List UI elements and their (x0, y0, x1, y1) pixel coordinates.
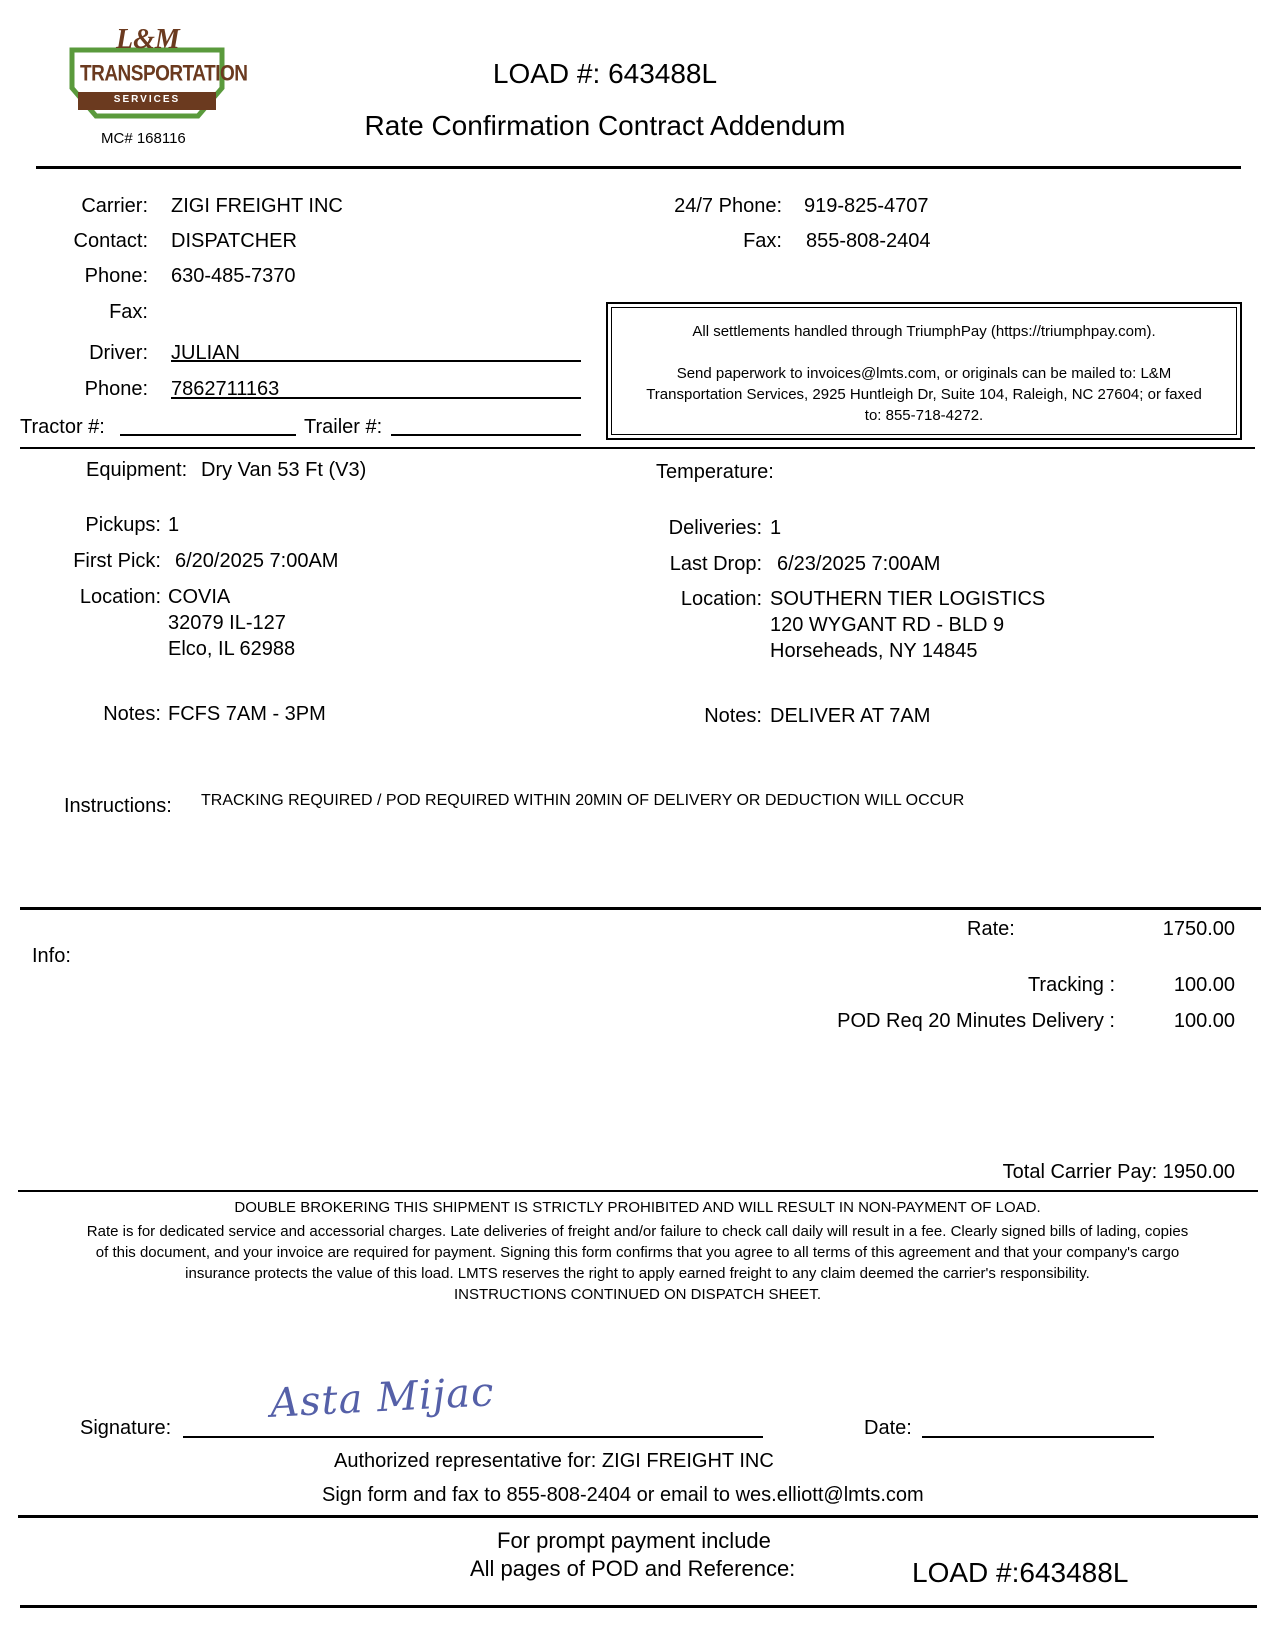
driver-phone-label: Phone: (84, 378, 148, 400)
broker-fax-label: Fax: (743, 230, 782, 252)
settlement-line4: to: 855-718-4272. (864, 407, 984, 424)
driver-label: Driver: (89, 342, 148, 364)
settlement-box (606, 302, 1242, 440)
footer-line2: All pages of POD and Reference: (470, 1556, 796, 1581)
terms-line3: insurance protects the value of this load. LMTS reserves the right to apply earned freight to any claim deemed the carrier's responsibility. (185, 1265, 1090, 1282)
logo-sub-text: SERVICES (113, 94, 181, 105)
broker-phone: 919-825-4707 (804, 195, 929, 217)
rate-value: 1750.00 (1162, 918, 1235, 940)
handwritten-signature: Asta Mijac (268, 1369, 496, 1427)
authorized-representative: Authorized representative for: ZIGI FREIGHT INC (334, 1450, 774, 1472)
delivery-location-label: Location: (680, 588, 762, 610)
section-divider-1 (20, 447, 1255, 449)
signature-label: Signature: (80, 1417, 172, 1439)
pickups-label: Pickups: (85, 514, 161, 536)
sign-and-fax-instructions: Sign form and fax to 855-808-2404 or email to wes.elliott@lmts.com (322, 1484, 924, 1506)
pod-value: 100.00 (1173, 1010, 1235, 1032)
mc-number: MC# 168116 (101, 130, 186, 147)
tractor-label: Tractor #: (20, 416, 105, 438)
terms-line4: INSTRUCTIONS CONTINUED ON DISPATCH SHEET. (454, 1286, 821, 1303)
tracking-value: 100.00 (1173, 974, 1235, 996)
pickup-location-label: Location: (79, 586, 161, 608)
trailer-label: Trailer #: (304, 416, 383, 438)
total-carrier-pay: Total Carrier Pay: 1950.00 (1002, 1161, 1235, 1183)
settlement-line1: All settlements handled through TriumphPay (https://triumphpay.com). (692, 323, 1156, 340)
date-label: Date: (864, 1417, 912, 1439)
instructions-label: Instructions: (64, 795, 172, 817)
rate-label: Rate: (967, 918, 1015, 940)
deliveries-count: 1 (770, 517, 782, 539)
equipment-label: Equipment: (86, 459, 188, 481)
pickups-count: 1 (168, 514, 180, 536)
delivery-location-street: 120 WYGANT RD - BLD 9 (770, 614, 1005, 636)
pickup-location-street: 32079 IL-127 (168, 612, 286, 634)
driver-name: JULIAN (171, 342, 240, 364)
date-line[interactable] (922, 1436, 1154, 1438)
carrier-phone: 630-485-7370 (171, 265, 296, 287)
settlement-line2: Send paperwork to invoices@lmts.com, or originals can be mailed to: L&M (676, 365, 1172, 382)
last-drop-time: 6/23/2025 7:00AM (777, 553, 941, 575)
first-pick-label: First Pick: (73, 550, 161, 572)
info-label: Info: (32, 945, 71, 967)
contact-label: Contact: (73, 230, 148, 252)
driver-phone: 7862711163 (171, 378, 280, 400)
instructions-text: TRACKING REQUIRED / POD REQUIRED WITHIN 20MIN OF DELIVERY OR DEDUCTION WILL OCCUR (201, 792, 965, 809)
last-drop-label: Last Drop: (669, 553, 762, 575)
tractor-field[interactable] (120, 434, 296, 436)
tracking-label: Tracking : (1027, 974, 1115, 996)
trailer-field[interactable] (391, 434, 581, 436)
page-title: Rate Confirmation Contract Addendum (364, 110, 846, 141)
delivery-location-name: SOUTHERN TIER LOGISTICS (770, 588, 1046, 610)
terms-line1: Rate is for dedicated service and accessorial charges. Late deliveries of freight and/or failure to check call daily will result in a fee. Clearly signed bills of lading, copies (86, 1223, 1189, 1240)
double-brokering-warning: DOUBLE BROKERING THIS SHIPMENT IS STRICTLY PROHIBITED AND WILL RESULT IN NON-PAYMENT OF LOAD. (234, 1199, 1041, 1216)
header-divider (36, 166, 1241, 169)
carrier-name: ZIGI FREIGHT INC (171, 195, 343, 217)
pickup-location-name: COVIA (168, 586, 231, 608)
carrier-phone-label: Phone: (84, 265, 148, 287)
terms-line2: of this document, and your invoice are required for payment. Signing this form confirms that you agree to all terms of this agreement and that your company's cargo (95, 1244, 1180, 1261)
delivery-notes-label: Notes: (704, 705, 762, 727)
company-logo (68, 24, 248, 128)
section-divider-4 (18, 1515, 1258, 1518)
driver-phone-underline (171, 397, 581, 399)
logo-main-text: TRANSPORTATION (80, 62, 248, 87)
load-number-header: LOAD #: 643488L (492, 58, 718, 89)
logo-top-text: L&M (116, 24, 180, 55)
pickup-location-city: Elco, IL 62988 (168, 638, 296, 660)
delivery-location-city: Horseheads, NY 14845 (770, 640, 978, 662)
equipment-value: Dry Van 53 Ft (V3) (201, 459, 367, 481)
section-divider-2 (20, 907, 1261, 910)
broker-phone-label: 24/7 Phone: (674, 195, 782, 217)
footer-load-number: LOAD #:643488L (912, 1557, 1129, 1588)
driver-underline (171, 360, 581, 362)
broker-fax: 855-808-2404 (806, 230, 931, 252)
temperature-label: Temperature: (656, 461, 774, 483)
signature-line[interactable] (183, 1436, 763, 1438)
section-divider-3 (18, 1190, 1258, 1192)
settlement-line3: Transportation Services, 2925 Huntleigh Dr, Suite 104, Raleigh, NC 27604; or faxed (646, 386, 1202, 403)
deliveries-label: Deliveries: (668, 517, 762, 539)
pickup-notes: FCFS 7AM - 3PM (168, 703, 326, 725)
footer-line1: For prompt payment include (497, 1528, 771, 1553)
delivery-notes: DELIVER AT 7AM (770, 705, 931, 727)
pickup-notes-label: Notes: (103, 703, 161, 725)
pod-label: POD Req 20 Minutes Delivery : (837, 1010, 1115, 1032)
contact-value: DISPATCHER (171, 230, 297, 252)
bottom-rule (20, 1605, 1257, 1608)
carrier-label: Carrier: (81, 195, 148, 217)
carrier-fax-label: Fax: (109, 301, 148, 323)
first-pick-time: 6/20/2025 7:00AM (175, 550, 339, 572)
